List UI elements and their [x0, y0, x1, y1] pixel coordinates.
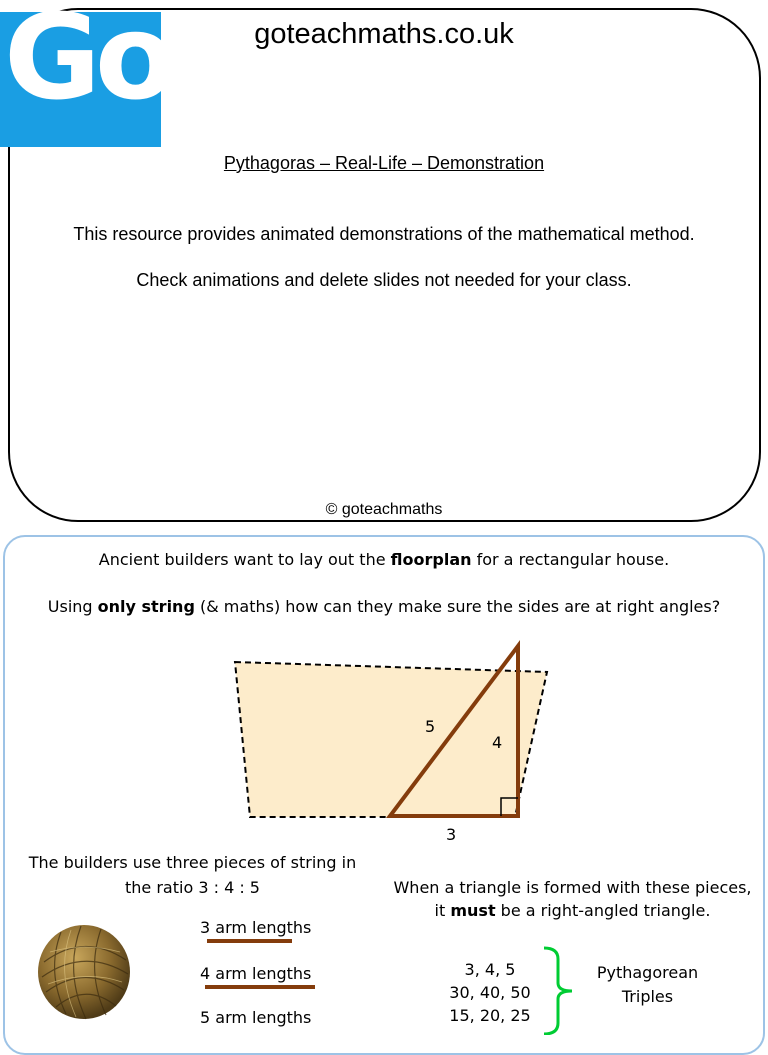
string-question: [0, 597, 768, 616]
green-brace: [540, 945, 590, 1035]
q1-bold: floorplan: [390, 550, 472, 569]
base-label: 3: [446, 825, 457, 844]
rule-line-2-bold: must: [450, 901, 496, 920]
ratio-line-1: The builders use three pieces of string in: [28, 853, 357, 872]
floorplan-diagram: [225, 640, 555, 855]
site-url: goteachmaths.co.uk: [254, 18, 514, 50]
rule-line-1: When a triangle is formed with these pieces,: [393, 878, 752, 897]
q1-text: Ancient builders want to lay out the: [98, 550, 391, 569]
triple-item: 15, 20, 25: [449, 1006, 531, 1025]
right-angle-rule: [385, 876, 760, 922]
pythagorean-triples-label: [590, 961, 705, 1009]
q2-bold: only string: [97, 597, 195, 616]
arm-length-4: 4 arm lengths: [200, 964, 312, 983]
string-4-bar: [205, 985, 315, 989]
q2-text: Using: [47, 597, 98, 616]
q1-text-end: for a rectangular house.: [471, 550, 670, 569]
triple-item: 3, 4, 5: [464, 960, 516, 979]
rule-line-2: [385, 899, 760, 922]
arm-length-3: 3 arm lengths: [200, 918, 312, 937]
triple-item: 30, 40, 50: [449, 983, 531, 1002]
string-ball-image: [36, 922, 134, 1022]
intro-text-line-2: Check animations and delete slides not needed for your class.: [136, 270, 632, 290]
copyright-notice: © goteachmaths: [325, 501, 443, 518]
triples-label-line-2: Triples: [621, 987, 674, 1006]
intro-text-line-1: This resource provides animated demonstrations of the mathematical method.: [73, 224, 695, 244]
q2-text-end: (& maths) how can they make sure the sides are at right angles?: [194, 597, 721, 616]
ratio-text: [20, 850, 365, 900]
logo-text: Go!: [4, 0, 218, 126]
rule-line-2-start: it: [434, 901, 451, 920]
triples-list: [440, 958, 540, 1027]
arm-length-5: 5 arm lengths: [200, 1008, 312, 1027]
triples-label-line-1: Pythagorean: [596, 963, 699, 982]
hypotenuse-label: 5: [425, 717, 436, 736]
rule-line-2-end: be a right-angled triangle.: [495, 901, 711, 920]
ratio-line-2: the ratio 3 : 4 : 5: [125, 878, 260, 897]
vertical-side-label: 4: [492, 733, 503, 752]
floorplan-question: [0, 550, 768, 569]
string-3-bar: [207, 939, 292, 943]
deck-title: Pythagoras – Real-Life – Demonstration: [223, 153, 545, 173]
